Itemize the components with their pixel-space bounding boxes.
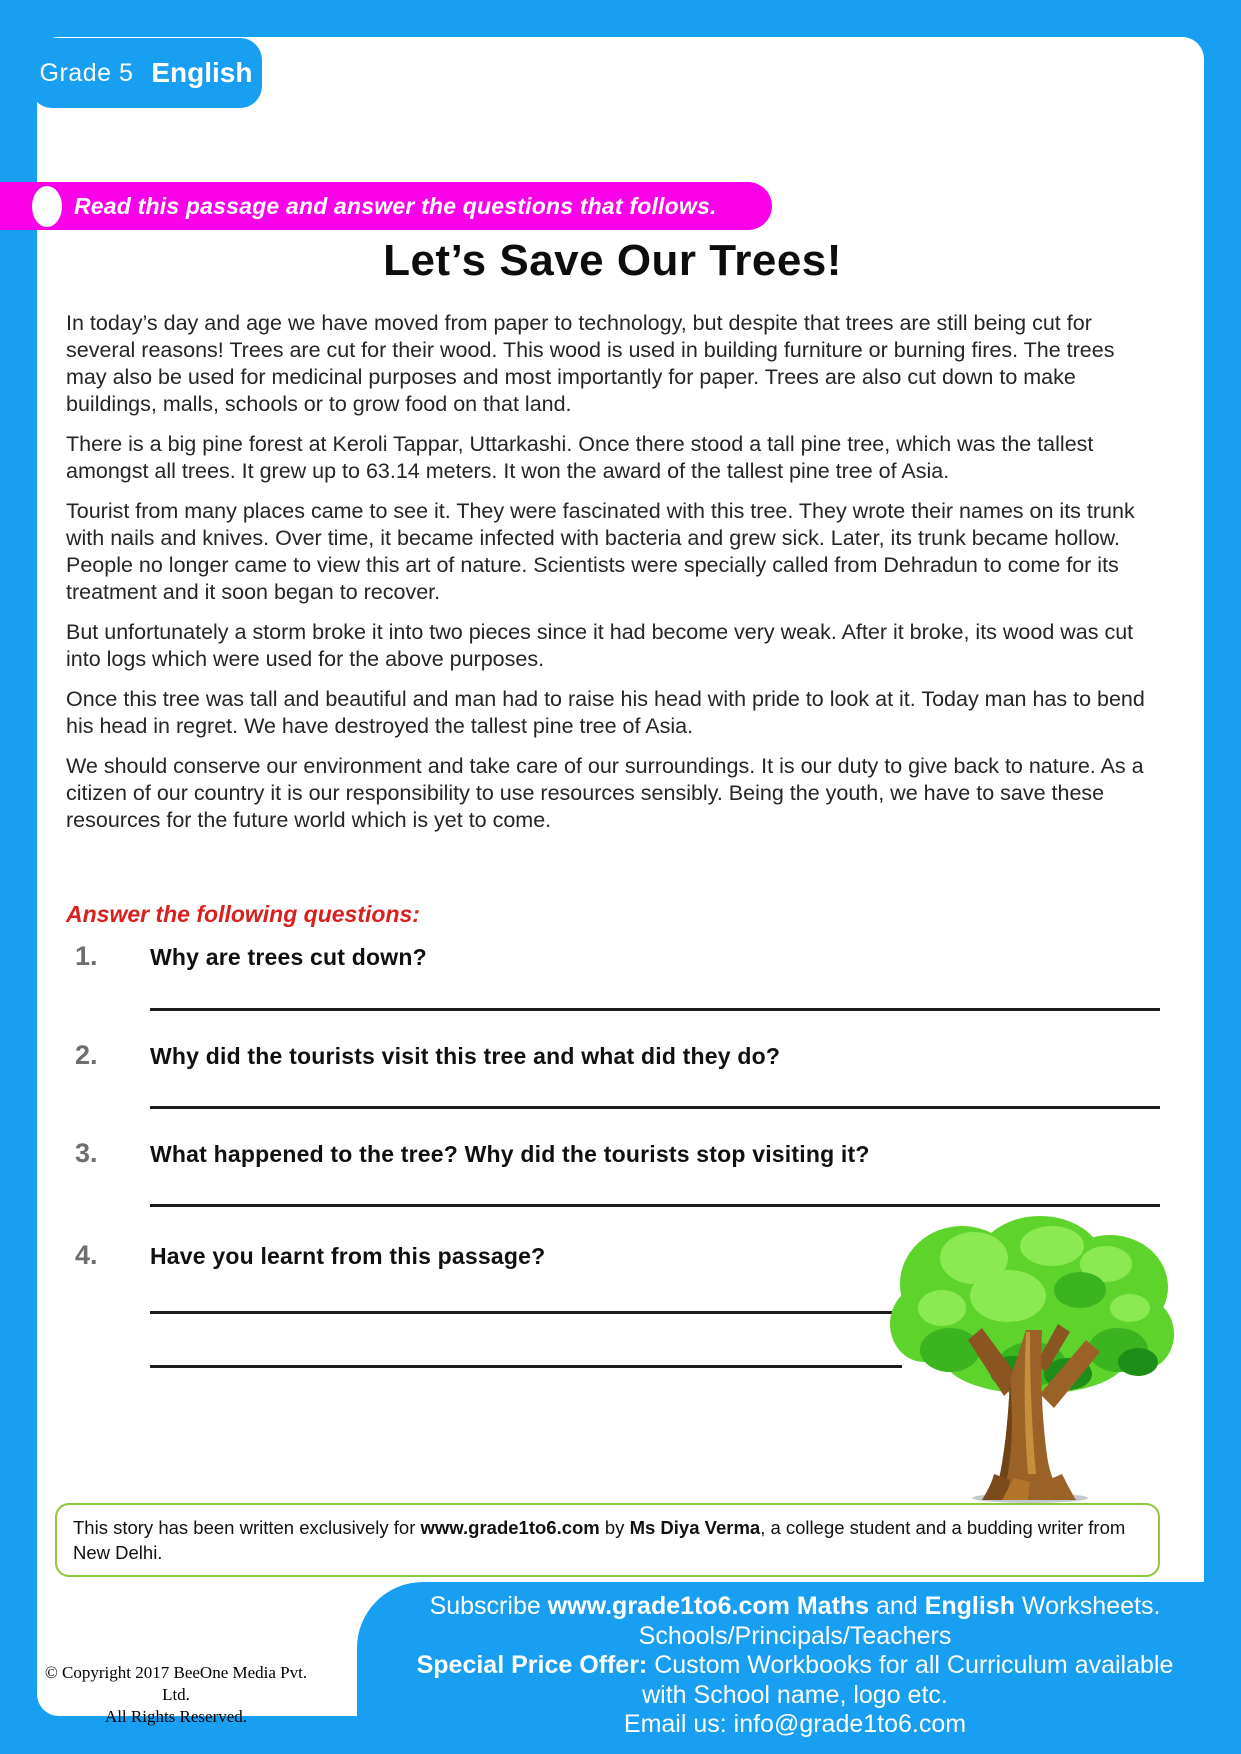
footer-line-4: with School name, logo etc.: [642, 1680, 948, 1709]
tree-illustration: [890, 1212, 1175, 1507]
footer-line-5: Email us: info@grade1to6.com: [623, 1710, 967, 1739]
grade-label: Grade 5: [39, 58, 134, 87]
answer-line-q4-2: [150, 1365, 902, 1368]
footer-text: [390, 1592, 1200, 1740]
passage-body: [66, 310, 1160, 847]
instruction-banner: [0, 182, 772, 230]
footer-worksheets-text: Worksheets.: [1014, 1592, 1161, 1620]
instruction-text: Read this passage and answer the questions that follows.: [74, 192, 717, 219]
copyright-line-1: © Copyright 2017 BeeOne Media Pvt. Ltd.: [44, 1663, 308, 1704]
copyright-line-2: All Rights Reserved.: [104, 1707, 248, 1726]
passage-paragraph: We should conserve our environment and take care of our surroundings. It is our duty to give back to nature. As a citizen of our country it is our responsibility to use resources sensibly. Being the youth, we have to save these resources for the future world which is yet to come.: [66, 754, 1144, 832]
passage-paragraph: Tourist from many places came to see it. They were fascinated with this tree. They wrote their names on its trunk with nails and knives. Over time, it became infected with bacteria and grew sick. Later, its trunk became hollow. People no longer came to view this art of nature. Scientists were specially called from Dehradun to come for its treatment and it soon began to recover.: [66, 499, 1135, 604]
question-text: What happened to the tree? Why did the tourists stop visiting it?: [150, 1141, 870, 1167]
passage-paragraph: But unfortunately a storm broke it into two pieces since it had become very weak. After it broke, its wood was cut into logs which were used for the above purposes.: [66, 620, 1134, 671]
subject-label: English: [151, 57, 253, 88]
footer-english-text: English: [924, 1592, 1015, 1620]
passage-paragraph: In today’s day and age we have moved from paper to technology, but despite that trees are still being cut for several reasons! Trees are cut for their wood. This wood is used in building furniture or burning fires. The trees may also be used for medicinal purposes and most importantly for paper. Trees are also cut down to make buildings, malls, schools or to grow food on that land.: [66, 311, 1115, 416]
question-number: 1.: [75, 941, 98, 971]
question-text: Why did the tourists visit this tree and what did they do?: [150, 1043, 781, 1069]
answer-line-q3: [150, 1204, 1160, 1207]
note-site: www.grade1to6.com: [420, 1517, 600, 1538]
question-number: 4.: [75, 1240, 98, 1270]
passage-title: Let’s Save Our Trees!: [383, 236, 842, 285]
question-number: 2.: [75, 1040, 98, 1070]
grade-subject-badge: [30, 38, 262, 108]
question-text: Have you learnt from this passage?: [150, 1243, 546, 1269]
footer-line-3: [390, 1651, 1200, 1681]
banner-bullet-ellipse: [32, 186, 62, 227]
footer-and-text: and: [869, 1592, 925, 1620]
answer-line-q4-1: [150, 1311, 902, 1314]
note-text: by: [599, 1517, 630, 1538]
footer-subscribe-text: Subscribe: [429, 1592, 548, 1620]
footer-line-1: [390, 1592, 1200, 1622]
questions-heading: Answer the following questions:: [66, 901, 420, 927]
footer-offer-text: Custom Workbooks for all Curriculum available: [647, 1651, 1174, 1680]
footer-site-maths: www.grade1to6.com Maths: [547, 1592, 870, 1620]
question-number: 3.: [75, 1138, 98, 1168]
question-text: Why are trees cut down?: [150, 944, 427, 970]
copyright-notice: [40, 1662, 312, 1728]
answer-line-q2: [150, 1106, 1160, 1109]
note-text: , a college student and a budding writer from New Delhi.: [73, 1517, 1126, 1563]
passage-paragraph: Once this tree was tall and beautiful and man had to raise his head with pride to look at it. Today man has to bend his head in regret. We have destroyed the tallest pine tree of Asia.: [66, 687, 1145, 738]
note-author: Ms Diya Verma: [629, 1517, 761, 1538]
note-text: This story has been written exclusively for: [73, 1517, 421, 1538]
answer-line-q1: [150, 1008, 1160, 1011]
footer-offer-label: Special Price Offer:: [416, 1651, 648, 1680]
author-note-box: [55, 1503, 1160, 1577]
footer-line-2: Schools/Principals/Teachers: [638, 1621, 952, 1650]
passage-paragraph: There is a big pine forest at Keroli Tappar, Uttarkashi. Once there stood a tall pine tree, which was the tallest amongst all trees. It grew up to 63.14 meters. It won the award of the tallest pine tree of Asia.: [66, 432, 1094, 483]
